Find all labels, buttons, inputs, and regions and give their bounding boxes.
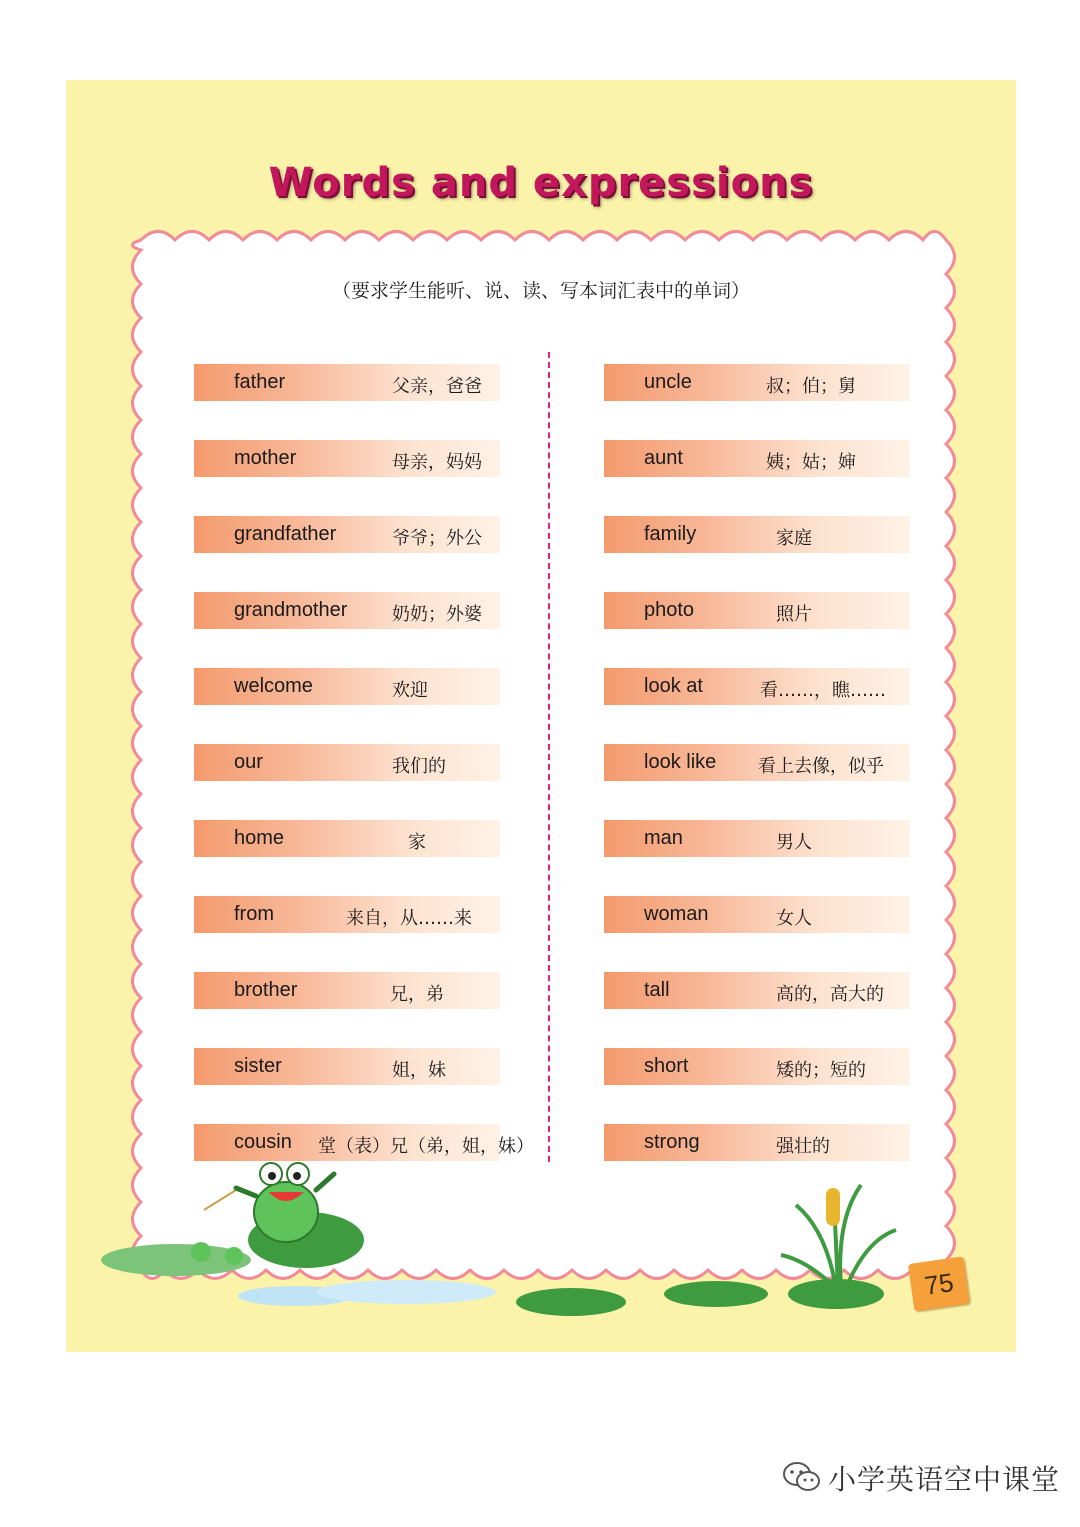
english-word: short <box>644 1055 689 1077</box>
chinese-meaning: 堂（表）兄（弟，姐，妹） <box>318 1136 534 1157</box>
english-word: grandmother <box>234 599 348 621</box>
page-number-badge: 75 <box>908 1256 970 1311</box>
english-word: woman <box>644 903 709 925</box>
english-word: look like <box>644 751 717 773</box>
english-word: aunt <box>644 447 683 469</box>
page-title: Words and expressions <box>268 160 814 206</box>
chinese-meaning: 看上去像，似乎 <box>758 756 884 777</box>
chinese-meaning: 姐，妹 <box>392 1060 446 1081</box>
chinese-meaning: 强壮的 <box>776 1136 830 1157</box>
chinese-meaning: 女人 <box>776 908 812 929</box>
chinese-meaning: 男人 <box>776 832 812 853</box>
chinese-meaning: 爷爷；外公 <box>392 528 482 549</box>
english-word: grandfather <box>234 523 337 545</box>
chinese-meaning: 来自，从……来 <box>346 908 472 929</box>
english-word: man <box>644 827 683 849</box>
puddle <box>316 1280 496 1304</box>
chinese-meaning: 我们的 <box>392 756 446 777</box>
chinese-meaning: 欢迎 <box>392 680 428 701</box>
english-word: photo <box>644 599 695 621</box>
english-word: look at <box>644 675 703 697</box>
english-word: father <box>234 371 286 393</box>
english-word: home <box>234 827 285 849</box>
english-word: family <box>644 523 697 545</box>
english-word: welcome <box>234 675 313 697</box>
chinese-meaning: 家庭 <box>776 528 812 549</box>
chinese-meaning: 父亲，爸爸 <box>392 376 482 397</box>
english-word: brother <box>234 979 298 1001</box>
chinese-meaning: 奶奶；外婆 <box>392 604 482 625</box>
chinese-meaning: 矮的；短的 <box>776 1060 866 1081</box>
wechat-icon <box>782 1460 822 1494</box>
lily-pad-illustration <box>101 1212 884 1316</box>
english-word: from <box>234 903 274 925</box>
chinese-meaning: 看……，瞧…… <box>760 680 886 701</box>
english-word: strong <box>644 1131 700 1153</box>
chinese-meaning: 叔；伯；舅 <box>766 376 856 397</box>
english-word: tall <box>644 979 670 1001</box>
watermark-text: 小学英语空中课堂 <box>828 1463 1061 1496</box>
chinese-meaning: 母亲，妈妈 <box>392 452 482 473</box>
english-word: cousin <box>234 1131 292 1153</box>
chinese-meaning: 兄，弟 <box>390 984 444 1005</box>
english-word: mother <box>234 447 297 469</box>
chinese-meaning: 家 <box>408 832 426 853</box>
reed-plant-illustration <box>781 1185 896 1288</box>
chinese-meaning: 高的，高大的 <box>776 984 884 1005</box>
page-subtitle: （要求学生能听、说、读、写本词汇表中的单词） <box>331 280 750 302</box>
english-word: uncle <box>644 371 692 393</box>
chinese-meaning: 姨；姑；婶 <box>766 452 856 473</box>
english-word: our <box>234 751 263 773</box>
pond-illustration <box>66 80 1016 1352</box>
english-word: sister <box>234 1055 282 1077</box>
chinese-meaning: 照片 <box>776 604 812 625</box>
textbook-page <box>66 80 1016 1352</box>
